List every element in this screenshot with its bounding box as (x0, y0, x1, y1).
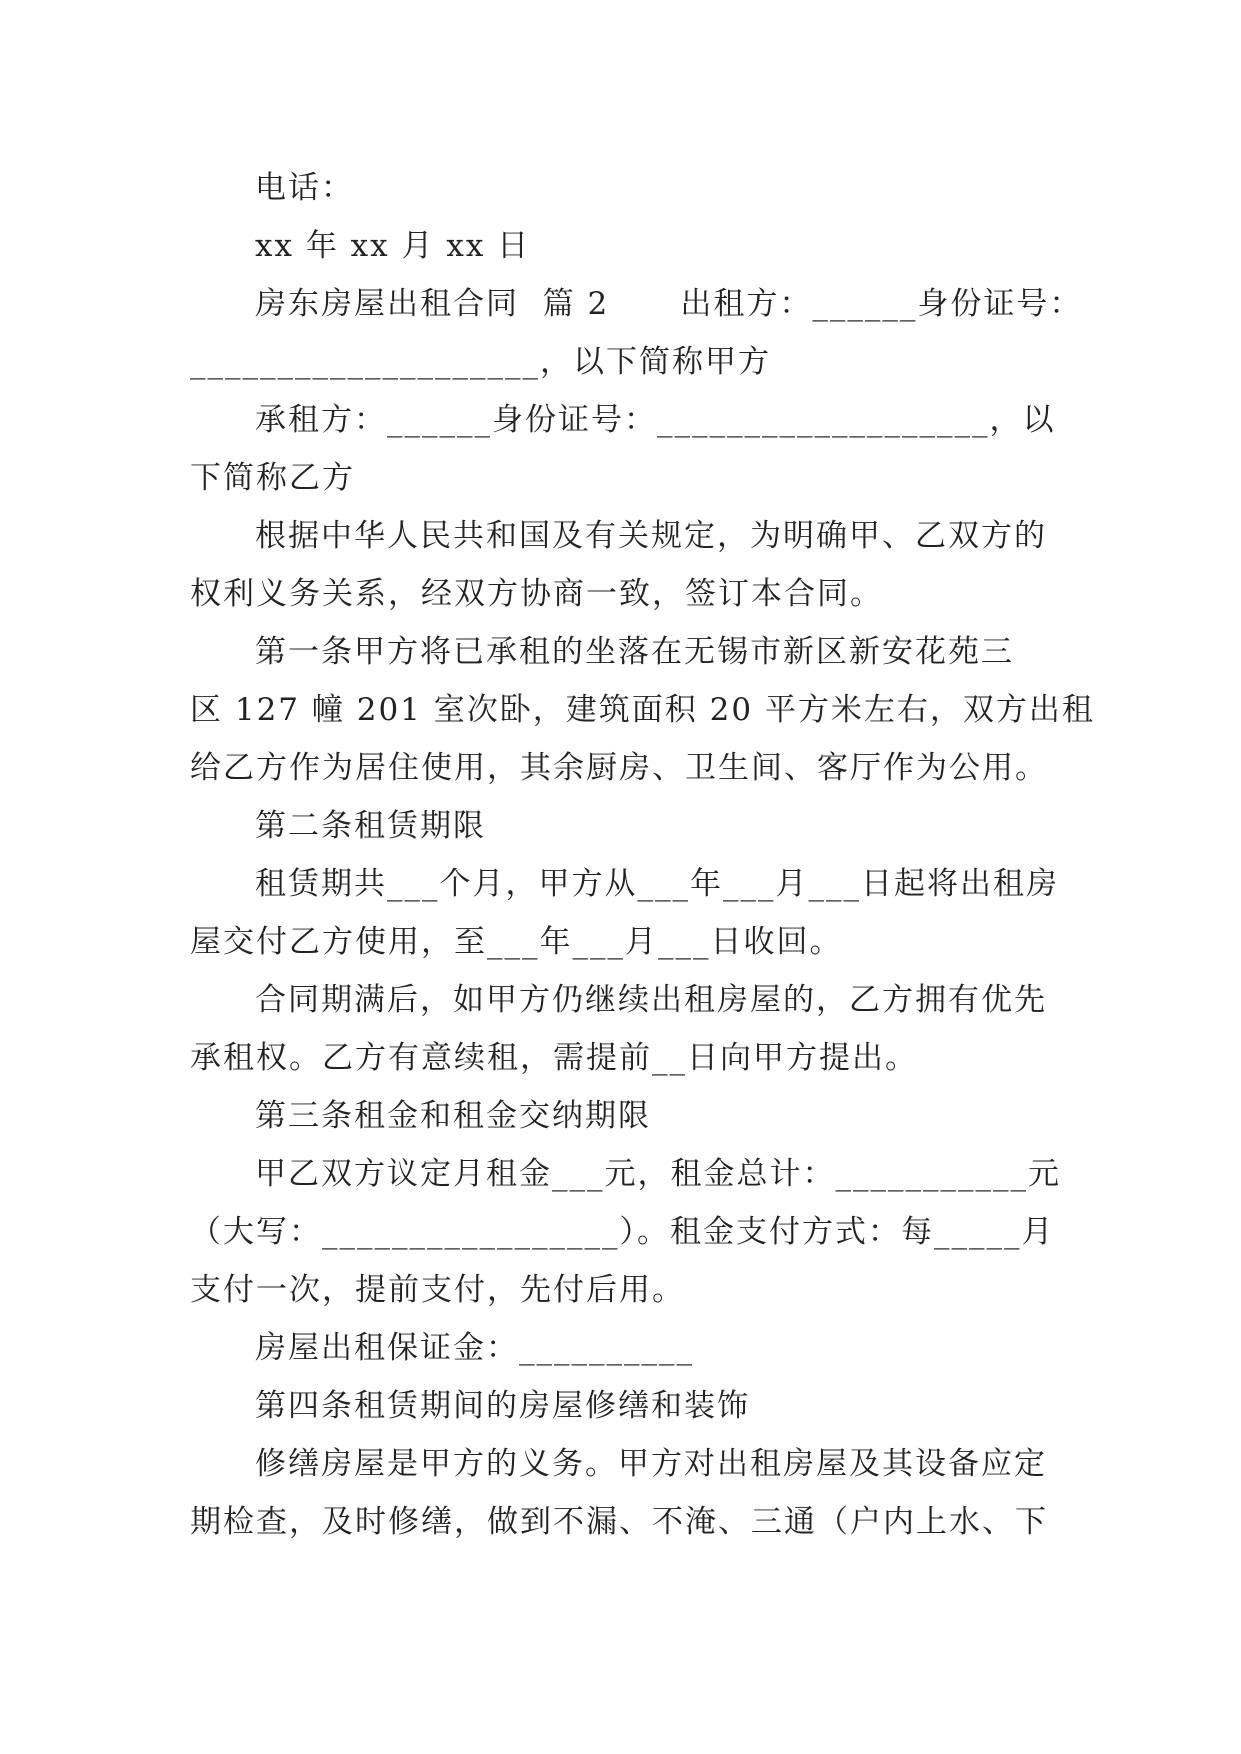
party-b-line-cont: 下简称乙方 (190, 460, 355, 496)
renewal-line: 合同期满后，如甲方仍继续出租房屋的，乙方拥有优先 (255, 982, 1047, 1018)
preamble-line-cont: 权利义务关系，经双方协商一致，签订本合同。 (190, 576, 883, 612)
article-1-line-3: 给乙方作为居住使用，其余厨房、卫生间、客厅作为公用。 (190, 750, 1048, 786)
article-1-line-2: 区 127 幢 201 室次卧，建筑面积 20 平方米左右，双方出租 (190, 692, 1095, 728)
repair-line: 修缮房屋是甲方的义务。甲方对出租房屋及其设备应定 (255, 1446, 1047, 1482)
phone-line: 电话： (255, 170, 354, 206)
rent-line-2: （大写：_________________）。租金支付方式：每_____月 (190, 1214, 1055, 1250)
article-4-heading: 第四条租赁期间的房屋修缮和装饰 (255, 1388, 750, 1424)
contract-title-line: 房东房屋出租合同 篇 2 出租方：______身份证号： (255, 286, 1083, 322)
rent-line: 甲乙双方议定月租金___元，租金总计：___________元 (255, 1156, 1061, 1192)
party-b-line: 承租方：______身份证号：___________________，以 (255, 402, 1056, 438)
article-2-heading: 第二条租赁期限 (255, 808, 486, 844)
deposit-line: 房屋出租保证金：__________ (255, 1330, 694, 1366)
article-1-line: 第一条甲方将已承租的坐落在无锡市新区新安花苑三 (255, 634, 1014, 670)
article-3-heading: 第三条租金和租金交纳期限 (255, 1098, 651, 1134)
repair-line-cont: 期检查，及时修缮，做到不漏、不淹、三通（户内上水、下 (190, 1504, 1048, 1540)
lease-term-line-cont: 屋交付乙方使用，至___年___月___日收回。 (190, 924, 843, 960)
lease-term-line: 租赁期共___个月，甲方从___年___月___日起将出租房 (255, 866, 1059, 902)
rent-line-3: 支付一次，提前支付，先付后用。 (190, 1272, 685, 1308)
preamble-line: 根据中华人民共和国及有关规定，为明确甲、乙双方的 (255, 518, 1047, 554)
date-line: xx 年 xx 月 xx 日 (255, 228, 531, 264)
party-a-id-line: ____________________，以下简称甲方 (190, 344, 771, 380)
renewal-line-cont: 承租权。乙方有意续租，需提前__日向甲方提出。 (190, 1040, 918, 1076)
